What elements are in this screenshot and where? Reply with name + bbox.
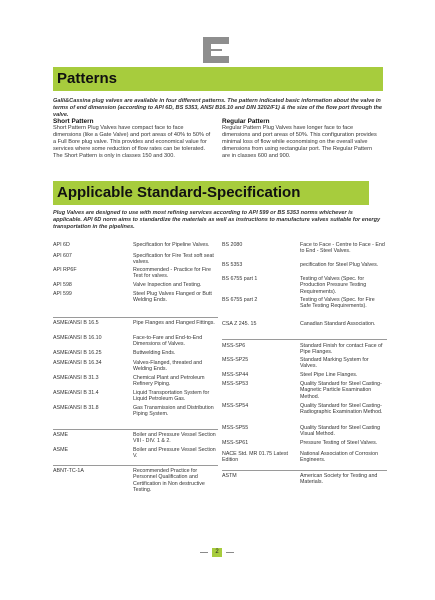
page-number: 2 [212, 548, 222, 557]
row-separator [53, 317, 218, 318]
standard-code: MSS-SP6 [222, 343, 246, 349]
standard-code: MSS-SP55 [222, 425, 249, 431]
standard-description: American Society for Testing and Materials. [300, 473, 378, 486]
row-separator [222, 470, 387, 471]
standard-description: Boiler and Pressure Vessel Section VIII - DIV. 1 & 2. [133, 432, 216, 445]
standards-left-table [53, 240, 218, 550]
standard-code: ASME/ANSI B 16.10 [53, 335, 102, 341]
standard-code: ASME/ANSI B 31.4 [53, 390, 99, 396]
standard-code: BS 6755 part 1 [222, 276, 258, 282]
row-separator [53, 429, 218, 430]
standard-code: CSA Z 245. 15 [222, 321, 257, 327]
standard-description: Gas Transmission and Distribution Piping System. [133, 405, 214, 418]
row-separator [222, 339, 387, 340]
standard-description: Pipe Flanges and Flanged Fittings. [133, 320, 215, 326]
regular-pattern [222, 118, 380, 160]
standard-code: API 599 [53, 291, 72, 297]
patterns-intro: Galli&Cassina plug valves are available in four different patterns. The pattern indicated basic information about the valve in terms of end dimension (according to API 6D, BS 5353, ANSI B16.10 and DIN 3202/F1) & the size of the flow port through the valve. [53, 98, 383, 118]
footer-rule-right [226, 552, 234, 553]
page-footer [0, 548, 435, 558]
standard-code: ABNT-TC-1A [53, 468, 84, 474]
standard-code: NACE Std. MR 01.75 Latest Edition [222, 451, 288, 464]
standard-description: Steel Plug Valves Flanged or Butt Welding Ends. [133, 291, 212, 304]
regular-pattern-heading: Regular Pattern [222, 118, 270, 125]
standard-description: Specification for Fire Test soft seat valves. [133, 253, 214, 266]
standard-code: ASME/ANSI B 16.25 [53, 350, 102, 356]
standard-description: Valve Inspection and Testing. [133, 282, 202, 288]
standard-description: Canadian Standard Association. [300, 321, 376, 327]
standard-description: Buttwelding Ends. [133, 350, 176, 356]
standard-description: Pressure Testing of Steel Valves. [300, 440, 378, 446]
standard-description: Recommended Practice for Personnel Qualification and Certification in Non destructive Testing. [133, 468, 205, 494]
company-logo [203, 37, 229, 63]
patterns-banner [53, 67, 383, 91]
short-pattern [53, 118, 211, 160]
standard-code: ASME [53, 447, 69, 453]
standard-description: Face-to-Fare and End-to-End Dimensions of Valves. [133, 335, 203, 348]
standard-description: Specification for Pipeline Valves. [133, 242, 210, 248]
patterns-title: Patterns [57, 70, 118, 87]
standard-description: Liquid Transportation System for Liquid Petroleum Gas. [133, 390, 210, 403]
short-pattern-heading: Short Pattern [53, 118, 94, 125]
short-pattern-body: Short Pattern Plug Valves have compact face to face dimensions (like a Gate Valve) and port areas of 40% to 50% of a Full Bore plug valve. This provides and economical value for services where some reduction of flow rates can be tolerated. The Short Pattern is only in classes 150 and 300. [53, 125, 211, 159]
standard-description: Boiler and Pressure Vessel Section V. [133, 447, 216, 460]
standard-description: Standard Finish for contact Face of Pipe Flanges. [300, 343, 383, 356]
standards-title: Applicable Standard-Specification [57, 184, 301, 201]
standard-code: ASME [53, 432, 69, 438]
standard-description: Quality Standard for Steel Casting Visual Method. [300, 425, 381, 438]
standard-description: Valves-Flanged, threated and Welding Ends. [133, 360, 203, 373]
standard-description: Standard Marking System for Valves. [300, 357, 369, 370]
standard-code: API 6D [53, 242, 70, 248]
standard-description: Steel Pipe Line Flanges. [300, 372, 358, 378]
standard-description: Quality Standard for Steel Casting-Magnetic Particle Examination Method. [300, 381, 382, 400]
standard-code: MSS-SP44 [222, 372, 249, 378]
standard-code: ASME/ANSI B 31.3 [53, 375, 99, 381]
standard-code: MSS-SP25 [222, 357, 249, 363]
regular-pattern-body: Regular Pattern Plug Valves have longer face to face dimensions and port areas of 50%. This configuration provides minimal loss of flow while economising on the overall valve dimensions from using rectangular port. The Regular Pattern are in classes 600 and 900. [222, 125, 377, 159]
standard-description: Face to Face - Centre to Face - End to End - Steel Valves. [300, 242, 385, 255]
standard-code: MSS-SP54 [222, 403, 249, 409]
standard-code: ASME/ANSI B 31.8 [53, 405, 99, 411]
standard-code: BS 6755 part 2 [222, 297, 258, 303]
standards-banner [53, 181, 369, 205]
standard-code: API RP6F [53, 267, 77, 273]
standard-code: MSS-SP53 [222, 381, 249, 387]
standard-description: Quality Standard for Steel Casting-Radiographic Examination Method. [300, 403, 383, 416]
standards-intro: Plug Valves are designed to use with most refining services according to API 599 or BS 5353 norms whichever is applicable. API 6D norm aims to standardize the materials as well as instructions to manufacture valves suitable for energy transportation in the pipelines. [53, 210, 381, 230]
row-separator [53, 465, 218, 466]
footer-rule-left [200, 552, 208, 553]
standard-code: BS 2080 [222, 242, 243, 248]
standard-description: Testing of Valves (Spec. for Fire Safe Testing Requirements). [300, 297, 375, 310]
standard-code: BS 5353 [222, 262, 243, 268]
standards-right-table [222, 240, 387, 550]
standard-code: API 598 [53, 282, 72, 288]
standard-description: Testing of Valves (Spec. for Production Pressure Testing Requirements). [300, 276, 367, 295]
standard-code: API 607 [53, 253, 72, 259]
standard-code: ASME/ANSI B 16.5 [53, 320, 99, 326]
standard-code: MSS-SP61 [222, 440, 249, 446]
standard-description: Recommended - Practice for Fire Test for valves. [133, 267, 212, 280]
standard-description: National Association of Corrosion Engineers. [300, 451, 379, 464]
standard-description: pecification for Steel Plug Valves. [300, 262, 379, 268]
standard-description: Chemical Plant and Petroleum Refinery Piping. [133, 375, 205, 388]
standard-code: ASTM [222, 473, 237, 479]
standard-code: ASME/ANSI B 16.34 [53, 360, 102, 366]
